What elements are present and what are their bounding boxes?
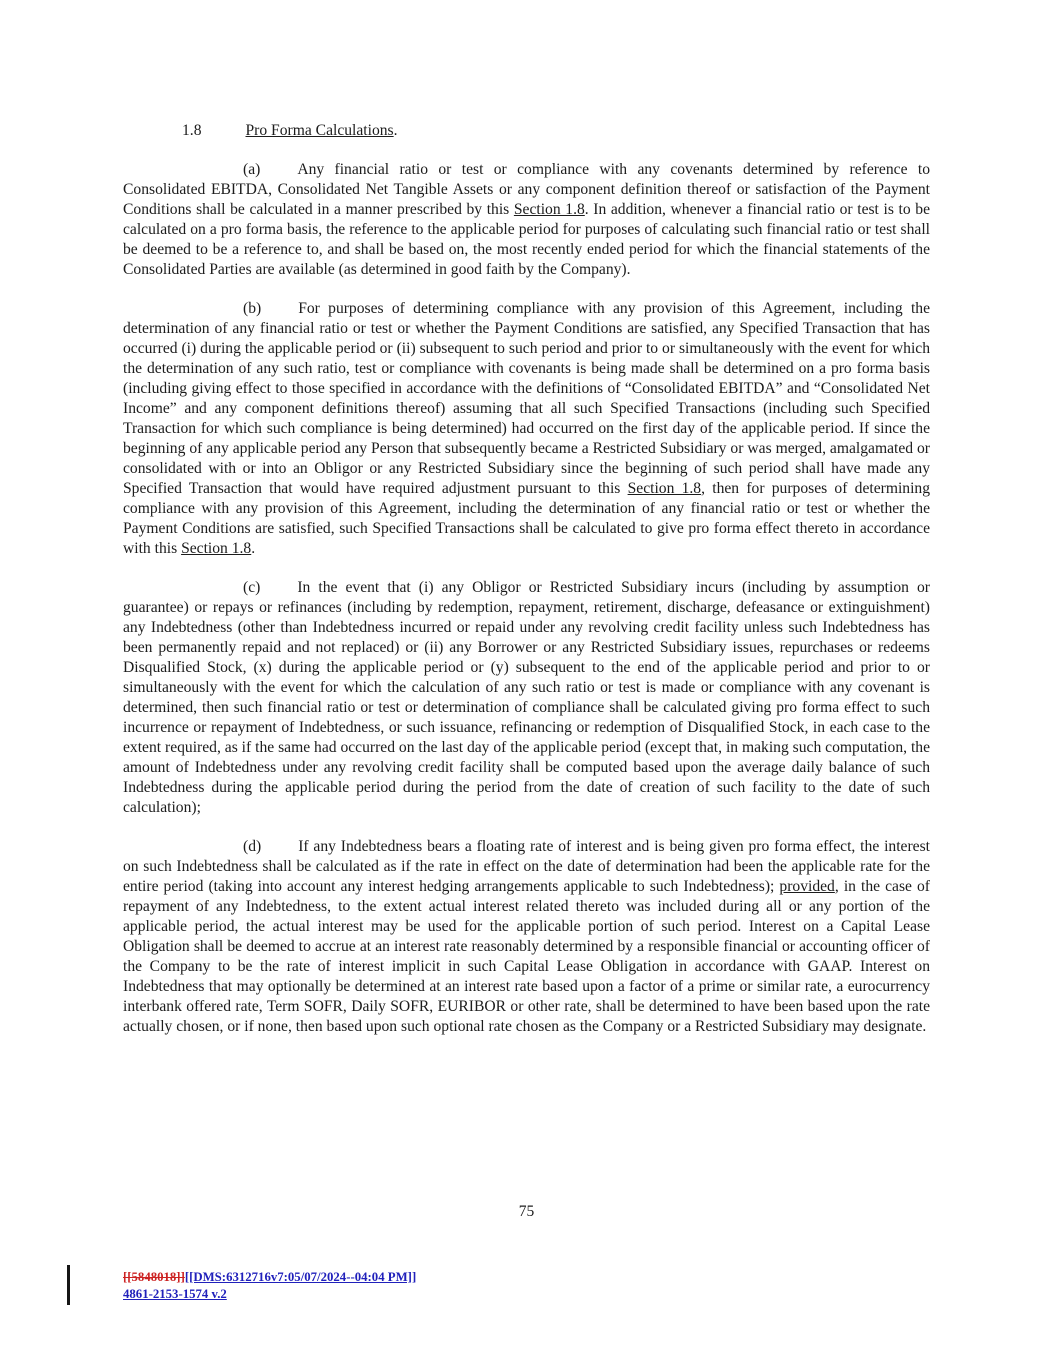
stamp-line-1 [123,1269,416,1286]
paragraph-c-text: In the event that (i) any Obligor or Restricted Subsidiary incurs (including by assumption or guarantee) or repays or refinances (including by redemption, repayment, retirement, discharge, defeasance or extinguishment) any Indebtedness (other than Indebtedness incurred or repaid under any revolving credit facility unless such Indebtedness has been permanently repaid and not replaced) or (ii) any Borrower or any Restricted Subsidiary issues, repurchases or redeems Disqualified Stock, (x) during the applicable period or (y) subsequent to the end of the applicable period and prior to or simultaneously with the event for which the calculation of any such ratio or test is made or compliance with any covenant is determined, then such financial ratio or test or determination of compliance shall be calculated giving pro forma effect to such incurrence or repayment of Indebtedness, or such issuance, refinancing or redemption of Disqualified Stock, in each case to the extent required, as if the same had occurred on the last day of the applicable period (except that, in making such computation, the amount of Indebtedness under any revolving credit facility shall be computed based upon the average daily balance of such Indebtedness during the applicable period during the period from the date of creation of such facility to the date of such calculation); [123,579,930,816]
paragraph-c [123,578,930,818]
document-stamp [123,1269,416,1302]
paragraph-d [123,837,930,1037]
paragraph-b-label: (b) [243,300,262,317]
paragraph-b [123,299,930,559]
stamp-line-2 [123,1286,416,1303]
document-body [123,121,930,1056]
paragraph-a-text: Any financial ratio or test or compliance with any covenants determined by reference to Consolidated EBITDA, Consolidated Net Tangible Assets or any component definition thereof or satisfaction of the Payment Conditions shall be calculated in a manner prescribed by this [123,161,930,218]
section-title-period: . [393,122,398,139]
section-ref: Section 1.8 [627,480,702,497]
paragraph-c-label: (c) [243,579,261,596]
section-ref: Section 1.8 [513,201,585,218]
proviso-term: provided [779,878,835,895]
document-id: 4861-2153-1574 v.2 [123,1286,227,1301]
paragraph-b-text: , then for purposes of determining compliance with any provision of this Agreement, including the determination of any financial ratio or test or whether the Payment Conditions are satisfied, such Specified Transactions shall be calculated to give pro forma effect thereto in accordance with this [123,480,931,557]
paragraph-d-text: If any Indebtedness bears a floating rate of interest and is being given pro forma effect, the interest on such Indebtedness shall be calculated as if the rate in effect on the date of determination had been the applicable rate for the entire period (taking into account any interest hedging arrangements applicable to such Indebtedness); [123,838,930,895]
paragraph-a-label: (a) [243,161,261,178]
paragraph-b-text: . [251,540,256,557]
section-heading [123,121,930,141]
dms-stamp: [[DMS:6312716v7:05/07/2024--04:04 PM]] [184,1270,417,1284]
paragraph-b-text: For purposes of determining compliance with any provision of this Agreement, including the determination of any financial ratio or test or whether the Payment Conditions are satisfied, any Specified Transaction that has occurred (i) during the applicable period or (ii) subsequent to such period and prior to or simultaneously with the event for which the determination of any such ratio, test or compliance with covenants is being made shall be determined on a pro forma basis (including giving effect to those specified in accordance with the definitions of “Consolidated EBITDA” and “Consolidated Net Income” and any component definitions thereof) assuming that all such Specified Transactions (including such Specified Transaction for which such compliance is being determined) had occurred on the first day of the applicable period. If since the beginning of any applicable period any Person that subsequently became a Restricted Subsidiary or was merged, amalgamated or consolidated with or into an Obligor or any Restricted Subsidiary since the beginning of such period shall have made any Specified Transaction that would have required adjustment pursuant to this [123,300,930,497]
change-bar [67,1265,70,1305]
section-number: 1.8 [182,122,202,139]
paragraph-a-text: . In addition, whenever a financial ratio or test is to be calculated on a pro forma basis, the reference to the applicable period for purposes of calculating such financial ratio or test shall be deemed to be a reference to, and shall be based on, the most recently ended period for which the financial statements of the Consolidated Parties are available (as determined in good faith by the Company). [123,201,930,278]
paragraph-d-label: (d) [243,838,262,855]
deleted-stamp: [[5848018]] [123,1270,185,1284]
paragraph-d-text: , in the case of repayment of any Indebtedness, to the extent actual interest related thereto was included during all or any portion of the applicable period, the actual interest may be used for the applicable portion of such period. Interest on a Capital Lease Obligation shall be deemed to accrue at an interest rate reasonably determined by a responsible financial or accounting officer of the Company to be the rate of interest implicit in such Capital Lease Obligation in accordance with GAAP. Interest on Indebtedness that may optionally be determined at an interest rate based upon a factor of a prime or similar rate, a eurocurrency interbank offered rate, Term SOFR, Daily SOFR, EURIBOR or other rate, shall be determined to have been based upon the rate actually chosen, or if none, then based upon such optional rate chosen as the Company or a Restricted Subsidiary may designate. [123,878,931,1035]
page-number: 75 [518,1203,535,1220]
section-ref: Section 1.8 [181,540,252,557]
section-title: Pro Forma Calculations [245,122,394,139]
paragraph-a [123,160,930,280]
